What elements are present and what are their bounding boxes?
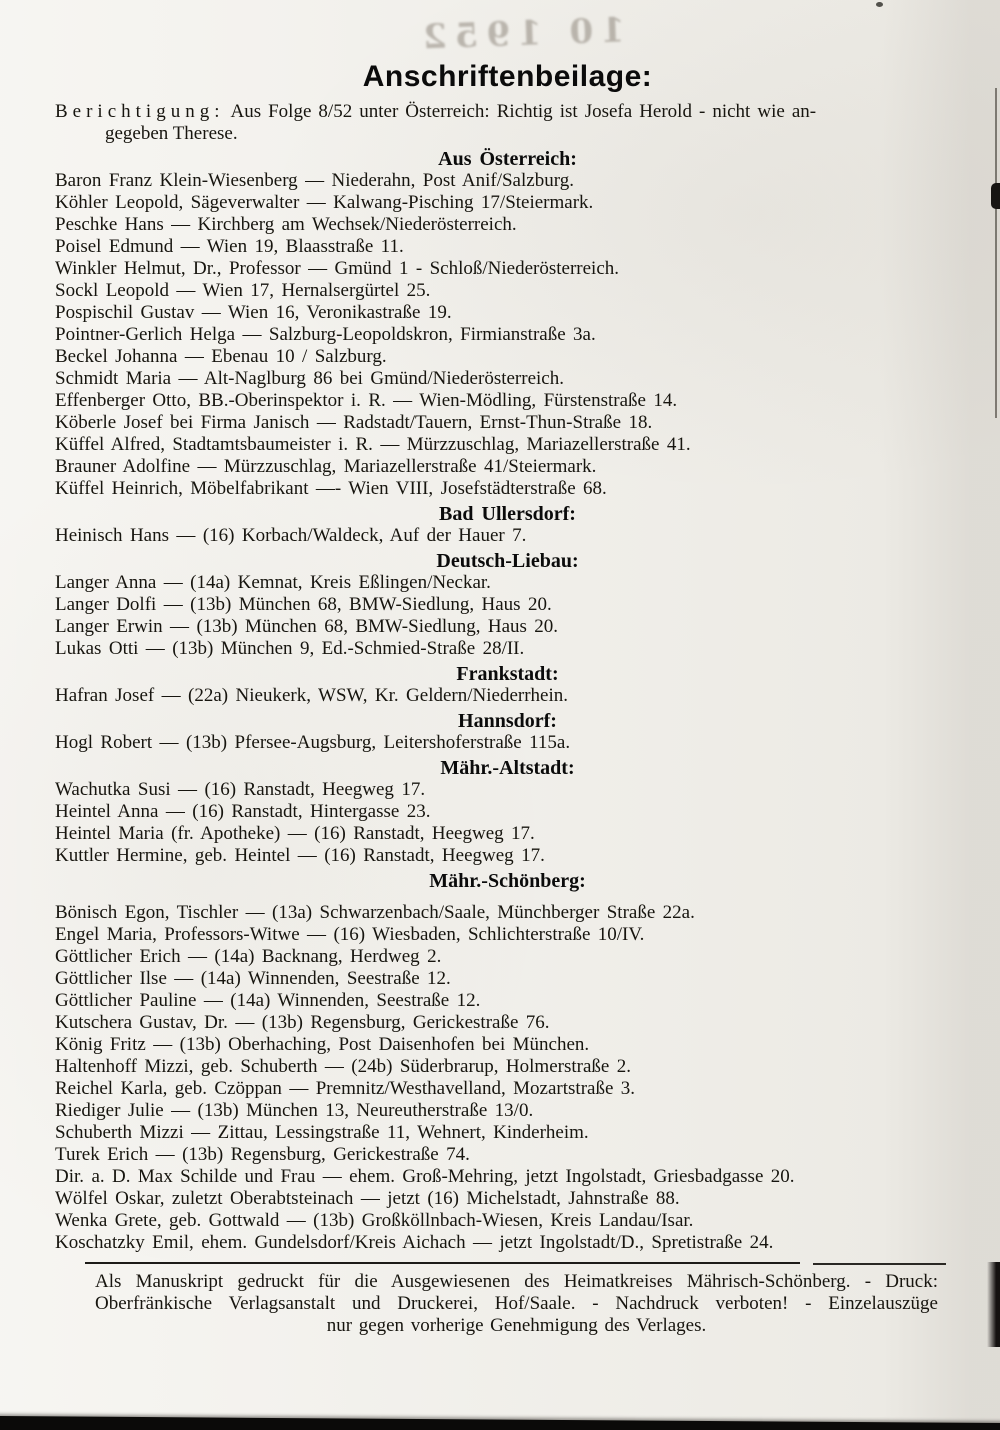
address-section <box>55 870 960 1254</box>
address-entry: Langer Erwin — (13b) München 68, BMW-Siedlung, Haus 20. <box>55 616 559 637</box>
scan-edge-line <box>995 88 997 418</box>
scan-edge-shadow <box>987 1262 1000 1347</box>
address-entry: Göttlicher Erich — (14a) Backnang, Herdweg 2. <box>55 946 442 967</box>
address-entry: Reichel Karla, geb. Czöppan — Premnitz/Westhavelland, Mozartstraße 3. <box>55 1078 636 1099</box>
address-entry: Göttlicher Ilse — (14a) Winnenden, Seestraße 12. <box>55 968 451 989</box>
address-entry: Poisel Edmund — Wien 19, Blaasstraße 11. <box>55 236 404 257</box>
section-heading: Aus Österreich: <box>438 148 577 170</box>
section-heading: Mähr.-Altstadt: <box>440 757 575 779</box>
address-entry: Sockl Leopold — Wien 17, Hernalsergürtel 25. <box>55 280 431 301</box>
address-entry: Heintel Maria (fr. Apotheke) — (16) Ranstadt, Heegweg 17. <box>55 823 535 844</box>
correction-text: Aus Folge 8/52 unter Österreich: Richtig ist Josefa Herold - nicht wie an- <box>230 101 817 122</box>
address-entry: Dir. a. D. Max Schilde und Frau — ehem. Groß-Mehring, jetzt Ingolstadt, Griesbadgasse 20. <box>55 1166 795 1187</box>
address-entry: Heinisch Hans — (16) Korbach/Waldeck, Auf der Hauer 7. <box>55 525 527 546</box>
address-entry: Langer Anna — (14a) Kemnat, Kreis Eßlingen/Neckar. <box>55 572 491 593</box>
imprint-line: Oberfränkische Verlagsanstalt und Druckerei, Hof/Saale. - Nachdruck verboten! - Einzelauszüge <box>95 1293 938 1314</box>
address-entry: Wachutka Susi — (16) Ranstadt, Heegweg 17. <box>55 779 426 800</box>
section-heading: Mähr.-Schönberg: <box>429 870 586 892</box>
address-section <box>55 503 960 547</box>
address-entry: Pospischil Gustav — Wien 16, Veronikastraße 19. <box>55 302 452 323</box>
address-entry: Küffel Alfred, Stadtamtsbaumeister i. R. — Mürzzuschlag, Mariazellerstraße 41. <box>55 434 691 455</box>
address-entry: Koschatzky Emil, ehem. Gundelsdorf/Kreis Aichach — jetzt Ingolstadt/D., Spretistraße 24. <box>55 1232 774 1253</box>
address-entry: Kutschera Gustav, Dr. — (13b) Regensburg, Gerickestraße 76. <box>55 1012 550 1033</box>
address-section <box>55 757 960 867</box>
imprint <box>55 1271 960 1337</box>
address-entry: Effenberger Otto, BB.-Oberinspektor i. R. — Wien-Mödling, Fürstenstraße 14. <box>55 390 678 411</box>
divider-rule-right-segment <box>813 1263 946 1265</box>
ink-stamp-bleedthrough: 10 1952 <box>414 10 626 58</box>
address-entry: Hafran Josef — (22a) Nieukerk, WSW, Kr. Geldern/Niederrhein. <box>55 685 568 706</box>
address-entry: Wölfel Oskar, zuletzt Oberabtsteinach — jetzt (16) Michelstadt, Jahnstraße 88. <box>55 1188 680 1209</box>
correction-continuation: gegeben Therese. <box>105 123 238 144</box>
address-entry: Winkler Helmut, Dr., Professor — Gmünd 1 - Schloß/Niederösterreich. <box>55 258 620 279</box>
address-entry: Riediger Julie — (13b) München 13, Neureutherstraße 13/0. <box>55 1100 534 1121</box>
address-entry: Köhler Leopold, Sägeverwalter — Kalwang-Pisching 17/Steiermark. <box>55 192 594 213</box>
address-entry: Göttlicher Pauline — (14a) Winnenden, Seestraße 12. <box>55 990 481 1011</box>
address-section <box>55 550 960 660</box>
address-section <box>55 663 960 707</box>
address-sections <box>55 148 960 1254</box>
page-title: Anschriftenbeilage: <box>362 60 653 93</box>
scan-bottom-bar <box>0 1416 1000 1430</box>
address-section <box>55 710 960 754</box>
imprint-line: nur gegen vorherige Genehmigung des Verlages. <box>326 1315 707 1336</box>
divider-rule-left-segment <box>85 1262 800 1264</box>
address-entry: Wenka Grete, geb. Gottwald — (13b) Großköllnbach-Wiesen, Kreis Landau/Isar. <box>55 1210 694 1231</box>
address-entry: Turek Erich — (13b) Regensburg, Gerickestraße 74. <box>55 1144 470 1165</box>
address-entry: Brauner Adolfine — Mürzzuschlag, Mariazellerstraße 41/Steiermark. <box>55 456 597 477</box>
address-entry: Peschke Hans — Kirchberg am Wechsek/Niederösterreich. <box>55 214 517 235</box>
address-entry: Schmidt Maria — Alt-Naglburg 86 bei Gmünd/Niederösterreich. <box>55 368 564 389</box>
address-entry: Bönisch Egon, Tischler — (13a) Schwarzenbach/Saale, Münchberger Straße 22a. <box>55 902 695 923</box>
section-heading: Frankstadt: <box>456 663 559 685</box>
correction-note <box>55 101 960 123</box>
address-entry: Heintel Anna — (16) Ranstadt, Hintergasse 23. <box>55 801 431 822</box>
section-heading: Hannsdorf: <box>458 710 557 732</box>
address-entry: Pointner-Gerlich Helga — Salzburg-Leopoldskron, Firmianstraße 3a. <box>55 324 596 345</box>
section-heading: Deutsch-Liebau: <box>436 550 579 572</box>
address-entry: Langer Dolfi — (13b) München 68, BMW-Siedlung, Haus 20. <box>55 594 552 615</box>
address-entry: Lukas Otti — (13b) München 9, Ed.-Schmied-Straße 28/II. <box>55 638 525 659</box>
scan-edge-blob <box>991 183 1000 209</box>
correction-label: Berichtigung: <box>55 101 225 122</box>
address-entry: Schuberth Mizzi — Zittau, Lessingstraße 11, Wehnert, Kinderheim. <box>55 1122 589 1143</box>
address-entry: Engel Maria, Professors-Witwe — (16) Wiesbaden, Schlichterstraße 10/IV. <box>55 924 645 945</box>
page-content <box>0 60 1000 1337</box>
address-entry: König Fritz — (13b) Oberhaching, Post Daisenhofen bei München. <box>55 1034 590 1055</box>
address-entry: Beckel Johanna — Ebenau 10 / Salzburg. <box>55 346 387 367</box>
scan-speck <box>876 2 883 7</box>
imprint-line: Als Manuskript gedruckt für die Ausgewiesenen des Heimatkreises Mährisch-Schönberg. - Druck: <box>95 1271 938 1292</box>
address-entry: Küffel Heinrich, Möbelfabrikant —- Wien VIII, Josefstädterstraße 68. <box>55 478 607 499</box>
address-section <box>55 148 960 500</box>
divider-rule <box>85 1262 946 1265</box>
address-entry: Hogl Robert — (13b) Pfersee-Augsburg, Leitershoferstraße 115a. <box>55 732 571 753</box>
address-entry: Kuttler Hermine, geb. Heintel — (16) Ranstadt, Heegweg 17. <box>55 845 545 866</box>
address-entry: Köberle Josef bei Firma Janisch — Radstadt/Tauern, Ernst-Thun-Straße 18. <box>55 412 653 433</box>
address-entry: Baron Franz Klein-Wiesenberg — Niederahn, Post Anif/Salzburg. <box>55 170 574 191</box>
address-entry: Haltenhoff Mizzi, geb. Schuberth — (24b) Süderbrarup, Holmerstraße 2. <box>55 1056 632 1077</box>
section-heading: Bad Ullersdorf: <box>439 503 576 525</box>
